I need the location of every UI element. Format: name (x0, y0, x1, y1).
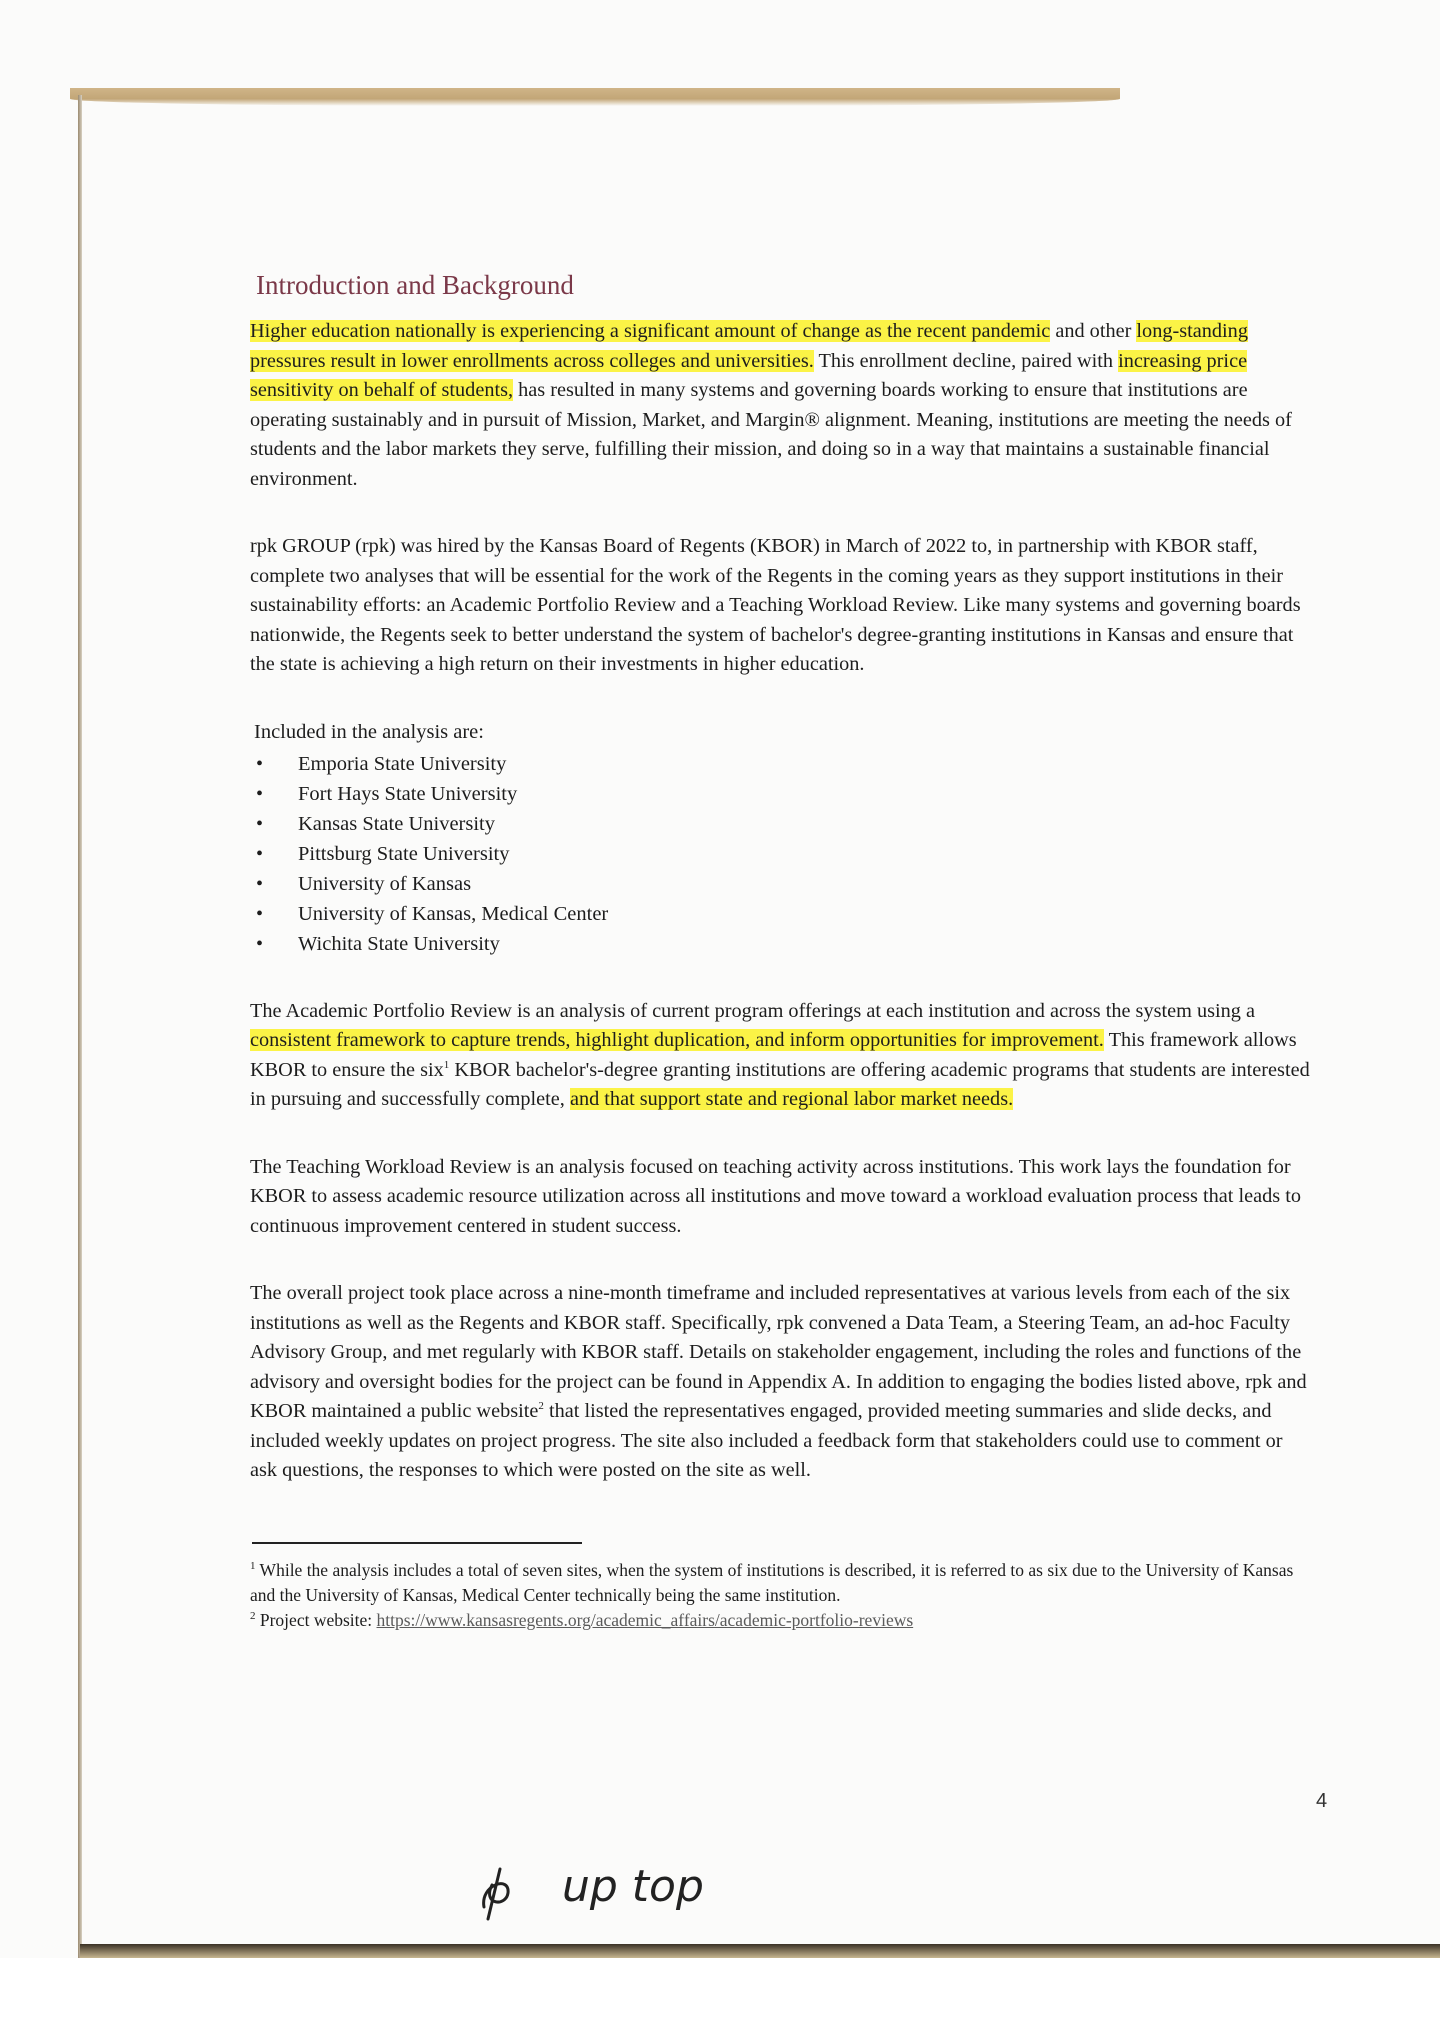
highlight: long-standing pressures result in lower enrollments across colleges and universities. (250, 320, 1248, 372)
text-run: has resulted in many systems and governing boards working to ensure that institutions are operating sustainably and in pursuit of Mission, Market, and Margin® alignment. Meaning, institutions are meeting the needs of students and the labor markets they serve, fulfilling their mission, and doing so in a way that maintains a sustainable financial environment. (250, 379, 1292, 490)
highlight: increasing price sensitivity on behalf of students, (250, 349, 1248, 401)
footnote-ref: 2 (538, 1400, 544, 1413)
paragraph-overall-project (250, 1279, 1310, 1486)
page-number: 4 (1316, 1790, 1328, 1812)
section-heading: Introduction and Background (256, 270, 574, 300)
footnote-text: Project website: (255, 1609, 377, 1630)
institution-list (250, 749, 1310, 959)
handwritten-mark-icon (484, 1869, 508, 1919)
paper-edge-top (70, 88, 1120, 106)
paper-edge-left (78, 95, 82, 1960)
list-item: • University of Kansas, Medical Center (250, 899, 1310, 929)
list-item: • Wichita State University (250, 929, 1310, 959)
handwritten-annotation (470, 1855, 750, 1925)
handwritten-note: up top (562, 1861, 704, 1912)
list-item: • Kansas State University (250, 809, 1310, 839)
text-run: The Academic Portfolio Review is an analysis of current program offerings at each institution and across the system using a (250, 999, 1255, 1022)
text-run: The overall project took place across a nine-month timeframe and included representatives at various levels from each of the six institutions as well as the Regents and KBOR staff. Specifically, rpk convened a Data Team, a Steering Team, an ad-hoc Faculty Advisory Group, and met regularly with KBOR staff. Details on stakeholder engagement, including the roles and functions of the advisory and oversight bodies for the project can be found in Appendix A. In addition to engaging the bodies listed above, rpk and KBOR maintained a public website (250, 1282, 1307, 1422)
paragraph-teaching-workload: The Teaching Workload Review is an analysis focused on teaching activity across institutions. This work lays the foundation for KBOR to assess academic resource utilization across all institutions and move toward a workload evaluation process that leads to continuous improvement centered in student success. (250, 1155, 1301, 1237)
text-run: KBOR bachelor's-degree granting institutions are offering academic programs that students are interested in pursuing and successfully complete, (250, 1058, 1310, 1110)
list-item: • Emporia State University (250, 749, 1310, 779)
footnote-number: 1 (250, 1559, 256, 1572)
list-item: • Pittsburg State University (250, 839, 1310, 869)
text-run: This enrollment decline, paired with (813, 349, 1119, 372)
footnote-ref: 1 (443, 1058, 450, 1071)
paper-edge-bottom (80, 1944, 1440, 1958)
text-run: that listed the representatives engaged, provided meeting summaries and slide decks, and included weekly updates on project progress. The site also included a feedback form that stakeholders could use to comment or ask questions, the responses to which were posted on the site as well. (250, 1400, 1283, 1481)
scan-background (0, 1958, 1440, 2044)
footnote-text: While the analysis includes a total of seven sites, when the system of institutions is described, it is referred to as six due to the University of Kansas and the University of Kansas, Medical Center technically being the same institution. (250, 1559, 1294, 1605)
highlight: consistent framework to capture trends, highlight duplication, and inform opportunities for improvement. (250, 1029, 1104, 1051)
list-item: • University of Kansas (250, 869, 1310, 899)
document-body (250, 270, 1310, 1633)
highlight: Higher education nationally is experiencing a significant amount of change as the recent pandemic (250, 320, 1051, 342)
highlight: and that support state and regional labor market needs. (569, 1088, 1014, 1110)
project-website-link[interactable]: https://www.kansasregents.org/academic_affairs/academic-portfolio-reviews (376, 1609, 914, 1630)
list-item: • Fort Hays State University (250, 779, 1310, 809)
footnote-2 (250, 1608, 1310, 1633)
footnote-number: 2 (250, 1609, 256, 1622)
list-intro: Included in the analysis are: (254, 720, 484, 743)
text-run: This framework allows KBOR to ensure the six (250, 1029, 1297, 1081)
footnote-1 (250, 1558, 1310, 1608)
paragraph-rpk-hired: rpk GROUP (rpk) was hired by the Kansas Board of Regents (KBOR) in March of 2022 to, in partnership with KBOR staff, complete two analyses that will be essential for the work of the Regents in the coming years as they support institutions in their sustainability efforts: an Academic Portfolio Review and a Teaching Workload Review. Like many systems and governing boards nationwide, the Regents seek to better understand the system of bachelor's degree-granting institutions in Kansas and ensure that the state is achieving a high return on their investments in higher education. (250, 535, 1301, 675)
text-run: and other (1050, 320, 1137, 342)
paragraph-academic-portfolio (250, 997, 1310, 1115)
paragraph-intro (250, 317, 1310, 494)
footnote-divider (252, 1542, 582, 1544)
